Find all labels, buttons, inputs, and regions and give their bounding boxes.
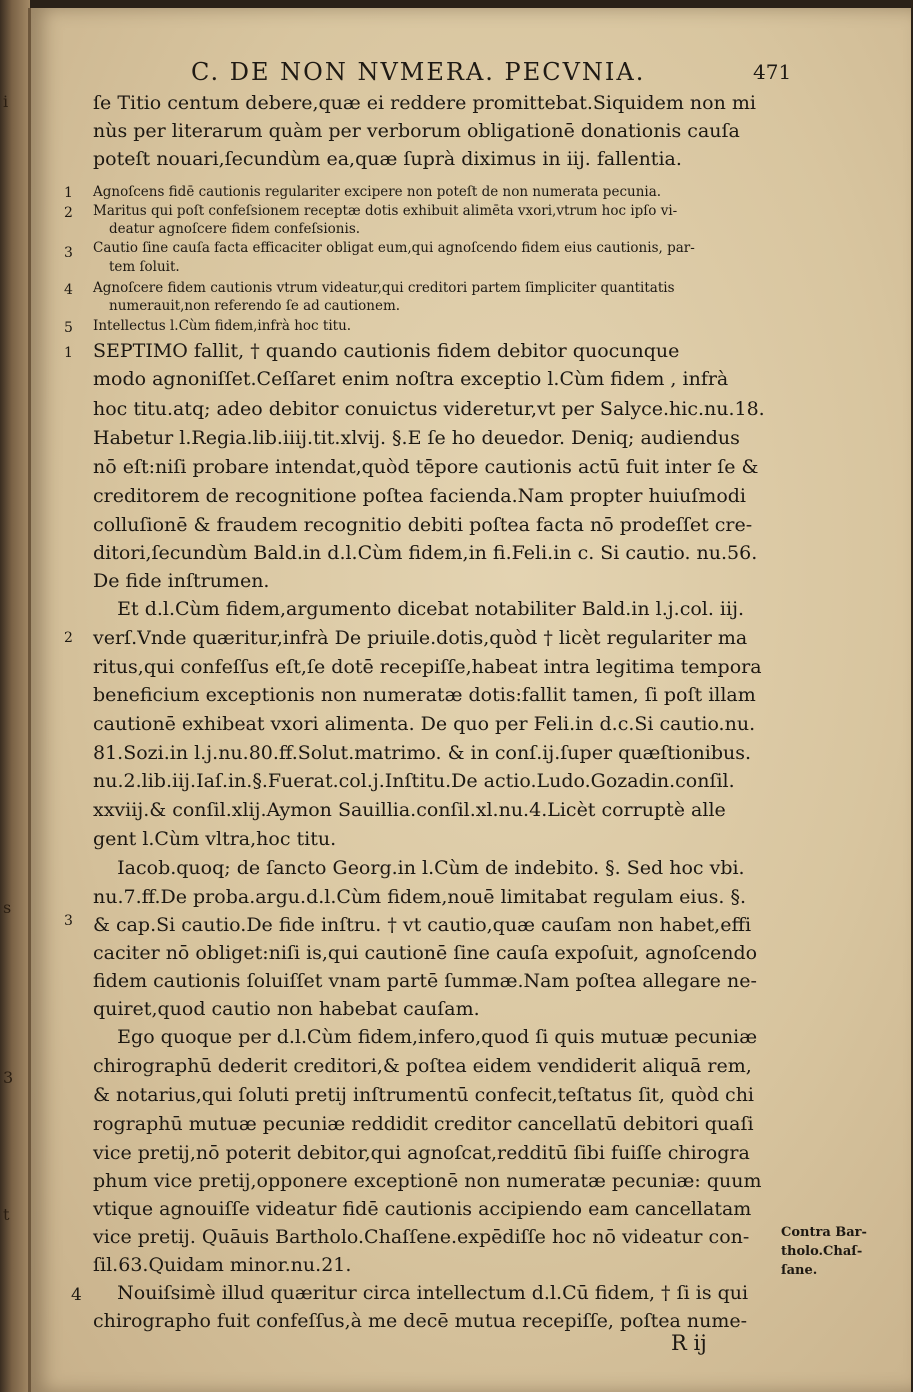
- summary-text-line: numerauit,non referendo ſe ad cautionem.: [109, 298, 401, 314]
- left-page-mark: t: [3, 1205, 10, 1224]
- adjacent-page-edge: [0, 0, 30, 1392]
- summary-text-line: tem ſoluit.: [109, 259, 180, 275]
- body-text-line: Ego quoque per d.l.Cùm fidem,infero,quod ſi quis mutuæ pecuniæ: [93, 1026, 758, 1048]
- body-text-line: vtique agnouiſſe videatur fidē cautionis accipiendo eam cancellatam: [93, 1198, 752, 1220]
- summary-text-line: Agnoſcens fidē cautionis regulariter excipere non poteſt de non numerata pecunia.: [93, 184, 662, 200]
- body-text-line: ritus,qui confeſſus eſt,ſe dotē recepiſſe,habeat intra legitima tempora: [93, 656, 762, 678]
- margin-number: 5: [64, 320, 73, 336]
- body-text-line: Iacob.quoq; de ſancto Georg.in l.Cùm de indebito. §. Sed hoc vbi.: [93, 857, 745, 879]
- body-text-line: 81.Sozi.in l.j.nu.80.ff.Solut.matrimo. & in conſ.ij.ſuper quæſtionibus.: [93, 742, 752, 764]
- summary-text-line: Intellectus l.Cùm fidem,infrà hoc titu.: [93, 318, 352, 334]
- left-page-mark: 3: [3, 1068, 14, 1087]
- margin-number: 4: [71, 1285, 82, 1305]
- body-text-line: Habetur l.Regia.lib.iiij.tit.xlvij. §.E ſe ho deuedor. Deniq; audiendus: [93, 427, 740, 449]
- body-text-line: cautionē exhibeat vxori alimenta. De quo per Feli.in d.c.Si cautio.nu.: [93, 713, 756, 735]
- body-text-line: ſe Titio centum debere,quæ ei reddere promittebat.Siquidem non mi: [93, 92, 756, 114]
- body-text-line: & notarius,qui ſoluti pretij inſtrumentū confecit,teſtatus ſit, quòd chi: [93, 1084, 755, 1106]
- page-number: 471: [753, 60, 792, 84]
- margin-number: 1: [64, 185, 73, 201]
- margin-number: 2: [64, 205, 73, 221]
- body-text-line: poteſt nouari,ſecundùm ea,quæ ſuprà diximus in iij. fallentia.: [93, 148, 682, 170]
- left-page-mark: s: [3, 898, 12, 917]
- body-text-line: modo agnoniſſet.Ceſſaret enim noſtra exceptio l.Cùm fidem , infrà: [93, 368, 729, 390]
- body-text-line: phum vice pretij,opponere exceptionē non numeratæ pecuniæ: quum: [93, 1170, 762, 1192]
- body-text-line: rographū mutuæ pecuniæ reddidit creditor cancellatū debitori quaſi: [93, 1113, 754, 1135]
- body-text-line: hoc titu.atq; adeo debitor conuictus videretur,vt per Salyce.hic.nu.18.: [93, 398, 765, 420]
- body-text-line: & cap.Si cautio.De fide inſtru. † vt cautio,quæ cauſam non habet,effi: [93, 914, 752, 936]
- body-text-line: verſ.Vnde quæritur,infrà De priuile.dotis,quòd † licèt regulariter ma: [93, 627, 748, 649]
- side-note-line: tholo.Chaſ-: [781, 1244, 863, 1259]
- body-text-line: chirographo fuit confeſſus,à me decē mutua recepiſſe, poſtea nume-: [93, 1310, 747, 1332]
- body-text-line: chirographū dederit creditori,& poſtea eidem vendiderit aliquā rem,: [93, 1055, 752, 1077]
- body-text-line: creditorem de recognitione poſtea facienda.Nam propter huiuſmodi: [93, 485, 747, 507]
- margin-number: 3: [64, 913, 73, 929]
- body-text-line: nùs per literarum quàm per verborum obligationē donationis cauſa: [93, 120, 740, 142]
- body-text-line: Et d.l.Cùm fidem,argumento dicebat notabiliter Bald.in l.j.col. iij.: [93, 598, 745, 620]
- side-note: [781, 1223, 867, 1280]
- body-text-line: vice pretij,nō poterit debitor,qui agnoſcat,redditū ſibi fuiſſe chirogra: [93, 1142, 750, 1164]
- body-text-line: caciter nō obliget:niſi is,qui cautionē ſine cauſa expoſuit, agnoſcendo: [93, 942, 758, 964]
- margin-number: 4: [64, 282, 73, 298]
- summary-text-line: Agnoſcere fidem cautionis vtrum videatur,qui creditori partem ſimpliciter quantitatis: [93, 280, 675, 296]
- running-header: C. DE NON NVMERA. PECVNIA.: [191, 58, 646, 86]
- body-text-line: De fide inſtrumen.: [93, 570, 270, 592]
- body-text-line: ditori,ſecundùm Bald.in d.l.Cùm fidem,in fi.Feli.in c. Si cautio. nu.56.: [93, 542, 758, 564]
- body-text-line: fidem cautionis ſoluiſſet vnam partē ſummæ.Nam poſtea allegare ne-: [93, 970, 757, 992]
- left-page-mark: i: [3, 92, 9, 111]
- body-text-line: xxviij.& conſil.xlij.Aymon Sauillia.conſil.xl.nu.4.Licèt corruptè alle: [93, 799, 726, 821]
- body-text-line: beneficium exceptionis non numeratæ dotis:fallit tamen, ſi poſt illam: [93, 684, 756, 706]
- body-text-line: gent l.Cùm vltra,hoc titu.: [93, 828, 337, 850]
- signature-mark: R ij: [671, 1331, 707, 1355]
- margin-number: 1: [64, 345, 73, 361]
- body-text-line: Nouiſsimè illud quæritur circa intellectum d.l.Cū fidem, † ſi is qui: [93, 1282, 749, 1304]
- body-text-line: vice pretij. Quāuis Bartholo.Chaſſene.expēdiſſe hoc nō videatur con-: [93, 1226, 750, 1248]
- body-text-line: colluſionē & fraudem recognitio debiti poſtea facta nō prodeſſet cre-: [93, 514, 753, 536]
- body-text-line: nu.7.ff.De proba.argu.d.l.Cùm fidem,nouē limitabat regulam eius. §.: [93, 886, 747, 908]
- summary-text-line: deatur agnoſcere fidem confeſsionis.: [109, 221, 361, 237]
- margin-number: 3: [64, 245, 73, 261]
- body-text-line: nō eſt:niſi probare intendat,quòd tēpore cautionis actū fuit inter ſe &: [93, 456, 759, 478]
- side-note-line: ſane.: [781, 1263, 818, 1278]
- summary-text-line: Cautio ſine cauſa facta efficaciter obligat eum,qui agnoſcendo fidem eius cautionis, par-: [93, 240, 695, 256]
- body-text-line: ſil.63.Quidam minor.nu.21.: [93, 1254, 352, 1276]
- body-text-line: quiret,quod cautio non habebat cauſam.: [93, 998, 480, 1020]
- book-page: [28, 8, 911, 1392]
- margin-number: 2: [64, 630, 73, 646]
- summary-text-line: Maritus qui poſt confeſsionem receptæ dotis exhibuit alimēta vxori,vtrum hoc ipſo vi-: [93, 203, 678, 219]
- body-text-line: SEPTIMO fallit, † quando cautionis fidem debitor quocunque: [93, 340, 680, 362]
- body-text-line: nu.2.lib.iij.Iaſ.in.§.Fuerat.col.j.Inſtitu.De actio.Ludo.Gozadin.conſil.: [93, 770, 735, 792]
- side-note-line: Contra Bar-: [781, 1225, 867, 1240]
